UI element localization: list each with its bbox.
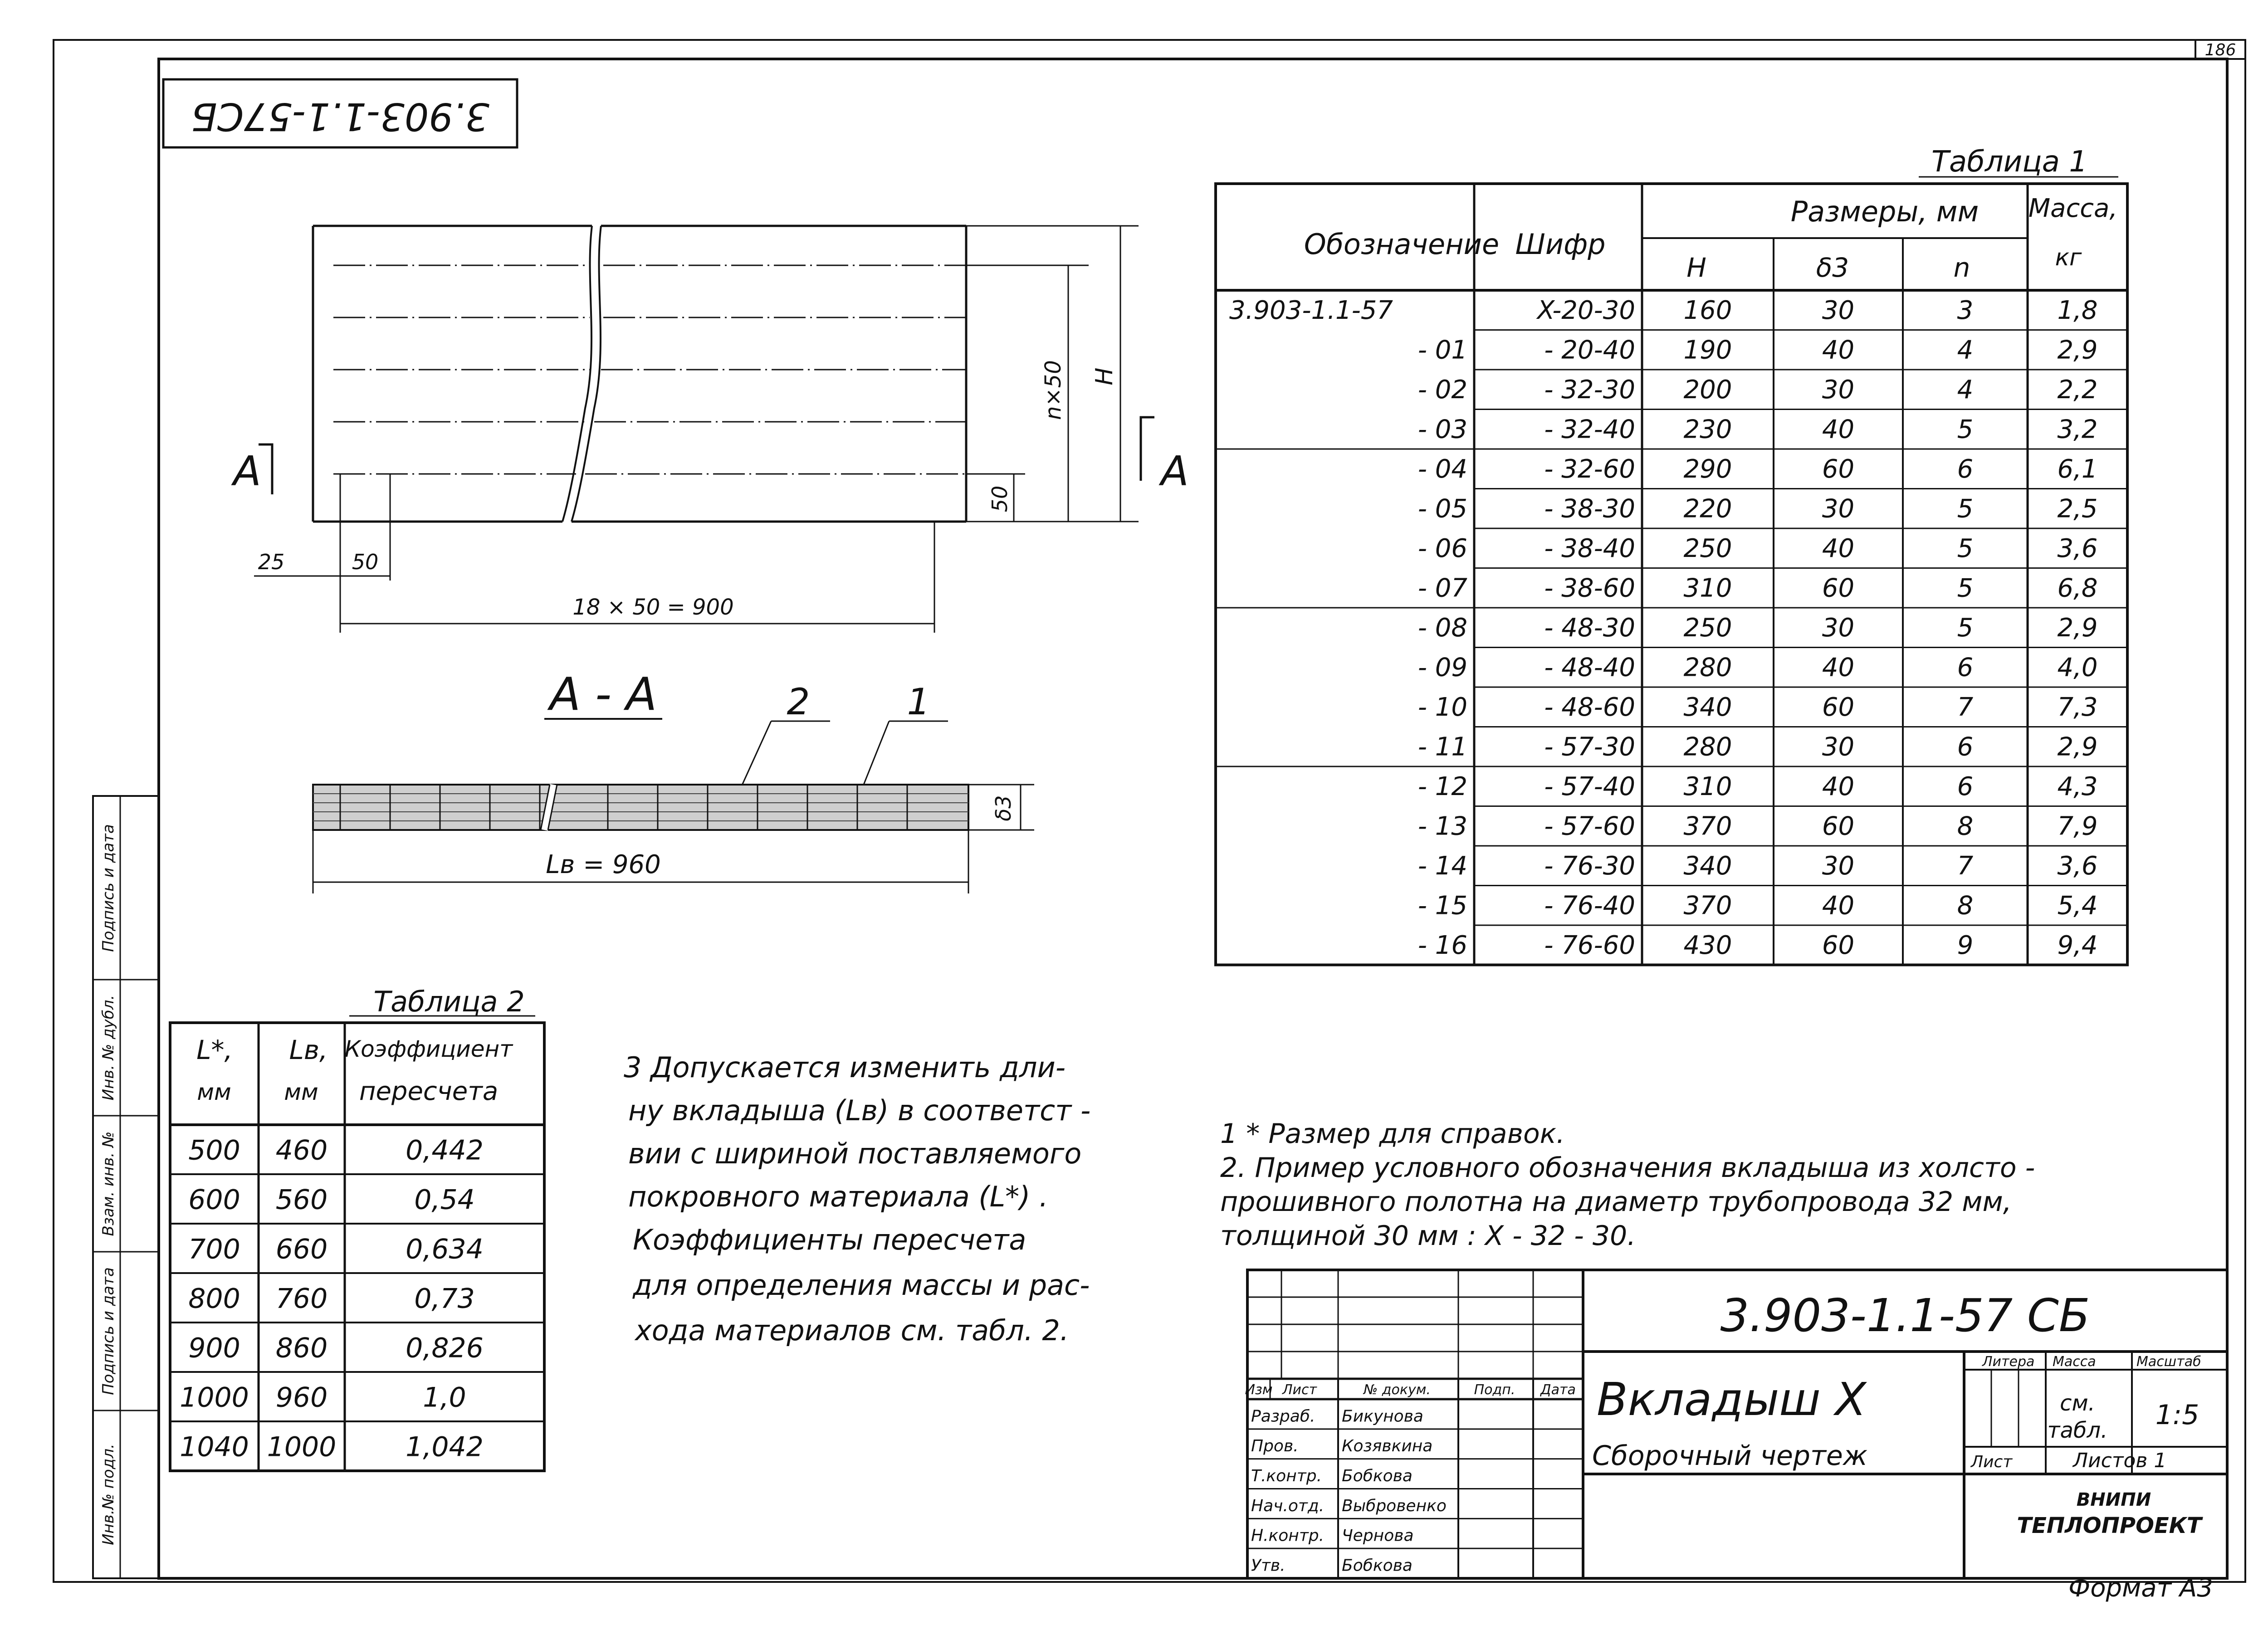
t2-cell-lb: 760 — [275, 1283, 328, 1315]
t2-cell-lb: 1000 — [267, 1431, 337, 1463]
t1-cell-mass: 4,3 — [2057, 772, 2098, 801]
t1-cell-h: 370 — [1683, 891, 1732, 921]
tb-col-header: Подп. — [1474, 1382, 1515, 1398]
t1-cell-code: - 48-40 — [1544, 653, 1635, 683]
t1-cell-delta: 30 — [1822, 494, 1855, 524]
t1-cell-h: 340 — [1683, 851, 1732, 881]
t1-cell-delta: 30 — [1822, 375, 1855, 405]
t1-cell-code: - 32-30 — [1544, 375, 1635, 405]
format-label: Формат А3 — [2068, 1573, 2213, 1603]
t1-header-designation: Обозначение — [1304, 228, 1500, 261]
tb-role: Разраб. — [1251, 1407, 1315, 1426]
front-view — [231, 226, 1189, 633]
t1-cell-designation: - 09 — [1418, 653, 1467, 683]
tb-col-header: Изм — [1245, 1382, 1273, 1398]
t2-cell-l-star: 700 — [188, 1233, 240, 1265]
title-block — [1245, 1270, 2227, 1578]
dim-lb: Lв = 960 — [546, 850, 661, 879]
t1-cell-h: 280 — [1683, 653, 1732, 683]
strip-label-1: Инв.№ подл. — [99, 1444, 117, 1545]
t1-cell-code: - 20-40 — [1544, 335, 1635, 365]
tb-scale-label: Масштаб — [2136, 1354, 2201, 1370]
t1-cell-mass: 2,9 — [2057, 732, 2098, 762]
t1-cell-n: 5 — [1957, 573, 1974, 603]
t1-cell-n: 5 — [1957, 534, 1974, 563]
t1-cell-code: - 57-40 — [1544, 772, 1635, 801]
t1-header-mass-unit: кг — [2055, 244, 2082, 271]
t1-cell-designation: 3.903-1.1-57 — [1229, 296, 1393, 325]
t1-cell-n: 5 — [1957, 494, 1974, 524]
t2-cell-coef: 0,442 — [406, 1134, 484, 1166]
t1-cell-mass: 7,3 — [2057, 693, 2098, 722]
t1-cell-delta: 60 — [1822, 931, 1855, 960]
note3-line-4: покровного материала (L*) . — [628, 1180, 1048, 1213]
tb-col-header: Дата — [1540, 1382, 1576, 1398]
side-strip — [93, 796, 159, 1578]
t1-cell-mass: 6,1 — [2057, 454, 2098, 484]
t1-cell-n: 6 — [1957, 454, 1974, 484]
t1-cell-designation: - 16 — [1418, 931, 1467, 960]
t2-cell-coef: 0,73 — [414, 1283, 475, 1315]
t1-cell-n: 8 — [1957, 811, 1974, 841]
t1-cell-code: - 38-40 — [1544, 534, 1635, 563]
t1-cell-designation: - 06 — [1418, 534, 1467, 563]
tb-col-header: Лист — [1282, 1382, 1317, 1398]
note3-line-6: для определения массы и рас- — [633, 1269, 1090, 1302]
note3-line-2: ну вкладыша (Lв) в соответст - — [628, 1094, 1091, 1127]
t1-cell-delta: 60 — [1822, 811, 1855, 841]
t1-cell-code: - 48-30 — [1544, 613, 1635, 643]
t1-cell-mass: 4,0 — [2057, 653, 2098, 683]
t2-cell-l-star: 800 — [188, 1283, 240, 1315]
tb-doc-type: Сборочный чертеж — [1592, 1440, 1867, 1472]
section-marker-right: A — [1161, 448, 1189, 495]
t1-cell-mass: 2,5 — [2057, 494, 2098, 524]
t1-cell-h: 280 — [1683, 732, 1732, 762]
strip-label-2: Подпись и дата — [99, 1267, 117, 1395]
t1-cell-delta: 60 — [1822, 693, 1855, 722]
strip-label-3: Взам. инв. № — [99, 1131, 117, 1236]
t1-cell-delta: 40 — [1822, 772, 1855, 801]
section-marker-left: A — [233, 448, 261, 495]
t1-cell-mass: 6,8 — [2057, 573, 2098, 603]
t1-cell-mass: 2,9 — [2057, 613, 2098, 643]
page-number: 186 — [2204, 41, 2236, 59]
t2-cell-lb: 860 — [275, 1332, 328, 1364]
t2-cell-l-star: 600 — [188, 1184, 240, 1216]
tb-role: Нач.отд. — [1251, 1496, 1325, 1515]
note3-line-3: вии с шириной поставляемого — [628, 1137, 1082, 1170]
t2-header-coef2: пересчета — [359, 1077, 499, 1106]
dim-delta: δ3 — [991, 795, 1016, 821]
stamp-code: 3.903-1.1-57СБ — [191, 94, 489, 139]
t1-cell-n: 6 — [1957, 772, 1974, 801]
t1-cell-designation: - 15 — [1418, 891, 1467, 921]
t1-cell-n: 8 — [1957, 891, 1974, 921]
t1-cell-h: 310 — [1683, 772, 1732, 801]
tb-name: Вкладыш Х — [1597, 1373, 1867, 1426]
t1-cell-designation: - 08 — [1418, 613, 1467, 643]
t1-cell-delta: 40 — [1822, 534, 1855, 563]
t1-cell-designation: - 13 — [1418, 811, 1467, 841]
t1-cell-mass: 3,2 — [2057, 415, 2098, 444]
table2-title: Таблица 2 — [373, 985, 525, 1018]
tb-person: Козявкина — [1342, 1437, 1433, 1456]
t1-cell-n: 6 — [1957, 653, 1974, 683]
t2-cell-coef: 0,54 — [414, 1184, 475, 1216]
tb-role: Утв. — [1251, 1556, 1286, 1575]
t1-cell-n: 5 — [1957, 415, 1974, 444]
t1-cell-h: 290 — [1683, 454, 1732, 484]
t1-cell-n: 6 — [1957, 732, 1974, 762]
t2-cell-lb: 960 — [275, 1381, 328, 1414]
t1-cell-delta: 60 — [1822, 573, 1855, 603]
t1-cell-h: 160 — [1683, 296, 1732, 325]
t1-cell-designation: - 14 — [1418, 851, 1467, 881]
t1-cell-code: - 32-40 — [1544, 415, 1635, 444]
t1-cell-n: 7 — [1957, 851, 1974, 881]
t2-cell-lb: 560 — [275, 1184, 328, 1216]
tb-mass-value-1: см. — [2060, 1391, 2095, 1416]
tb-sheets-label: Листов 1 — [2073, 1449, 2167, 1472]
tb-org-1: ВНИПИ — [2076, 1489, 2151, 1510]
t1-cell-h: 250 — [1683, 613, 1732, 643]
tb-role: Т.контр. — [1251, 1467, 1322, 1486]
t1-cell-code: - 48-60 — [1544, 693, 1635, 722]
t1-cell-designation: - 05 — [1418, 494, 1467, 524]
t1-cell-code: - 32-60 — [1544, 454, 1635, 484]
t1-cell-h: 230 — [1683, 415, 1732, 444]
dim-25: 25 — [258, 550, 285, 574]
t1-cell-mass: 7,9 — [2057, 811, 2098, 841]
t2-header-mm2: мм — [284, 1079, 318, 1105]
note3-line-5: Коэффициенты пересчета — [633, 1223, 1026, 1256]
table-2 — [170, 985, 544, 1471]
t1-cell-mass: 9,4 — [2057, 931, 2098, 960]
t1-cell-delta: 40 — [1822, 653, 1855, 683]
tb-scale-value: 1:5 — [2155, 1399, 2200, 1431]
t1-cell-mass: 3,6 — [2057, 851, 2098, 881]
t2-header-coef: Коэффициент — [344, 1036, 513, 1062]
dim-n50: n×50 — [1041, 360, 1066, 420]
t1-cell-designation: - 04 — [1418, 454, 1467, 484]
t1-cell-n: 3 — [1957, 296, 1974, 325]
t1-cell-h: 370 — [1683, 811, 1732, 841]
t1-header-h: H — [1686, 252, 1706, 283]
section-view — [313, 668, 1034, 893]
t1-cell-delta: 60 — [1822, 454, 1855, 484]
t1-header-n: n — [1953, 252, 1970, 283]
t1-cell-h: 190 — [1683, 335, 1732, 365]
note3-line-7: хода материалов см. табл. 2. — [635, 1314, 1069, 1347]
dim-h: H — [1091, 367, 1118, 386]
t1-cell-mass: 2,9 — [2057, 335, 2098, 365]
t2-cell-coef: 0,634 — [406, 1233, 484, 1265]
t2-cell-lb: 460 — [275, 1134, 328, 1166]
t2-cell-l-star: 500 — [188, 1134, 240, 1166]
dim-50-right: 50 — [987, 485, 1012, 512]
t1-cell-mass: 3,6 — [2057, 534, 2098, 563]
leader-label-1: 1 — [907, 681, 930, 723]
t1-cell-n: 7 — [1957, 693, 1974, 722]
t1-header-dims: Размеры, мм — [1790, 195, 1979, 228]
tb-col-header: № докум. — [1364, 1382, 1431, 1398]
t2-cell-l-star: 1000 — [180, 1381, 249, 1414]
t2-cell-lb: 660 — [275, 1233, 328, 1265]
t1-cell-delta: 40 — [1822, 335, 1855, 365]
tb-sheet-label: Лист — [1971, 1453, 2013, 1471]
t1-header-mass: Масса, — [2028, 194, 2118, 223]
t1-cell-mass: 5,4 — [2057, 891, 2098, 921]
tb-role: Пров. — [1251, 1437, 1299, 1456]
t1-cell-mass: 2,2 — [2057, 375, 2098, 405]
strip-label-4: Инв. № дубл. — [99, 995, 117, 1101]
tb-code: 3.903-1.1-57 СБ — [1720, 1289, 2090, 1342]
t1-cell-delta: 30 — [1822, 613, 1855, 643]
t1-cell-designation: - 07 — [1418, 573, 1467, 603]
table-1 — [1216, 145, 2127, 965]
t1-cell-code: - 57-30 — [1544, 732, 1635, 762]
t1-cell-h: 310 — [1683, 573, 1732, 603]
t1-cell-code: - 76-30 — [1544, 851, 1635, 881]
t1-cell-h: 200 — [1683, 375, 1732, 405]
t2-cell-coef: 0,826 — [406, 1332, 484, 1364]
tb-person: Бикунова — [1342, 1407, 1423, 1426]
tb-person: Чернова — [1342, 1526, 1414, 1545]
t1-cell-n: 4 — [1957, 375, 1974, 405]
t1-cell-designation: - 01 — [1418, 335, 1467, 365]
t1-cell-delta: 40 — [1822, 891, 1855, 921]
tb-person: Выбровенко — [1342, 1496, 1447, 1515]
t2-header-lstar: L*, — [196, 1035, 233, 1065]
table1-title: Таблица 1 — [1931, 145, 2088, 179]
t1-cell-h: 430 — [1683, 931, 1732, 960]
note-2-line2: прошивного полотна на диаметр трубопровода 32 мм, — [1220, 1186, 2012, 1218]
t2-cell-coef: 1,0 — [423, 1381, 466, 1414]
t1-cell-h: 220 — [1683, 494, 1732, 524]
t1-cell-delta: 40 — [1822, 415, 1855, 444]
t1-cell-n: 4 — [1957, 335, 1974, 365]
tb-mass-value-2: табл. — [2047, 1418, 2108, 1443]
t1-cell-designation: - 11 — [1418, 732, 1467, 762]
t1-cell-delta: 30 — [1822, 296, 1855, 325]
tb-person: Бобкова — [1342, 1556, 1413, 1575]
dim-total: 18 × 50 = 900 — [572, 595, 734, 620]
note-2: 2. Пример условного обозначения вкладыша из холсто - — [1220, 1152, 2035, 1184]
t2-header-mm1: мм — [197, 1079, 231, 1105]
t1-cell-designation: - 03 — [1418, 415, 1467, 444]
t1-cell-code: - 38-30 — [1544, 494, 1635, 524]
t2-cell-l-star: 1040 — [180, 1431, 249, 1463]
note-2-line3: толщиной 30 мм : X - 32 - 30. — [1220, 1220, 1636, 1252]
t1-cell-mass: 1,8 — [2057, 296, 2098, 325]
t1-cell-h: 340 — [1683, 693, 1732, 722]
note-3-block — [624, 1051, 1090, 1347]
t1-cell-code: - 57-60 — [1544, 811, 1635, 841]
t1-cell-n: 9 — [1957, 931, 1974, 960]
t1-header-delta: δ3 — [1816, 252, 1849, 283]
t2-cell-l-star: 900 — [188, 1332, 240, 1364]
notes-block — [1220, 1118, 2035, 1252]
t1-header-code: Шифр — [1515, 228, 1606, 261]
t1-cell-n: 5 — [1957, 613, 1974, 643]
t1-cell-designation: - 12 — [1418, 772, 1467, 801]
tb-org-2: ТЕПЛОПРОЕКТ — [2017, 1513, 2202, 1538]
t1-cell-code: - 76-60 — [1544, 931, 1635, 960]
t1-cell-delta: 30 — [1822, 851, 1855, 881]
tb-person: Бобкова — [1342, 1467, 1413, 1486]
t2-cell-coef: 1,042 — [406, 1431, 484, 1463]
tb-litera-label: Литера — [1982, 1354, 2035, 1370]
t1-cell-h: 250 — [1683, 534, 1732, 563]
note-1: 1 * Размер для справок. — [1220, 1118, 1565, 1150]
tb-role: Н.контр. — [1251, 1526, 1325, 1545]
section-title: A - A — [549, 668, 657, 721]
leader-label-2: 2 — [787, 681, 810, 723]
tb-mass-label: Масса — [2053, 1354, 2096, 1370]
note3-line-1: 3 Допускается изменить дли- — [624, 1051, 1066, 1084]
t1-cell-code: X-20-30 — [1537, 296, 1635, 325]
t1-cell-designation: - 02 — [1418, 375, 1467, 405]
t1-cell-designation: - 10 — [1418, 693, 1467, 722]
t1-cell-delta: 30 — [1822, 732, 1855, 762]
dim-50-bottom: 50 — [352, 550, 379, 574]
t1-cell-code: - 38-60 — [1544, 573, 1635, 603]
strip-label-5: Подпись и дата — [99, 824, 117, 952]
t1-cell-code: - 76-40 — [1544, 891, 1635, 921]
t2-header-lb: Lв, — [289, 1035, 328, 1065]
